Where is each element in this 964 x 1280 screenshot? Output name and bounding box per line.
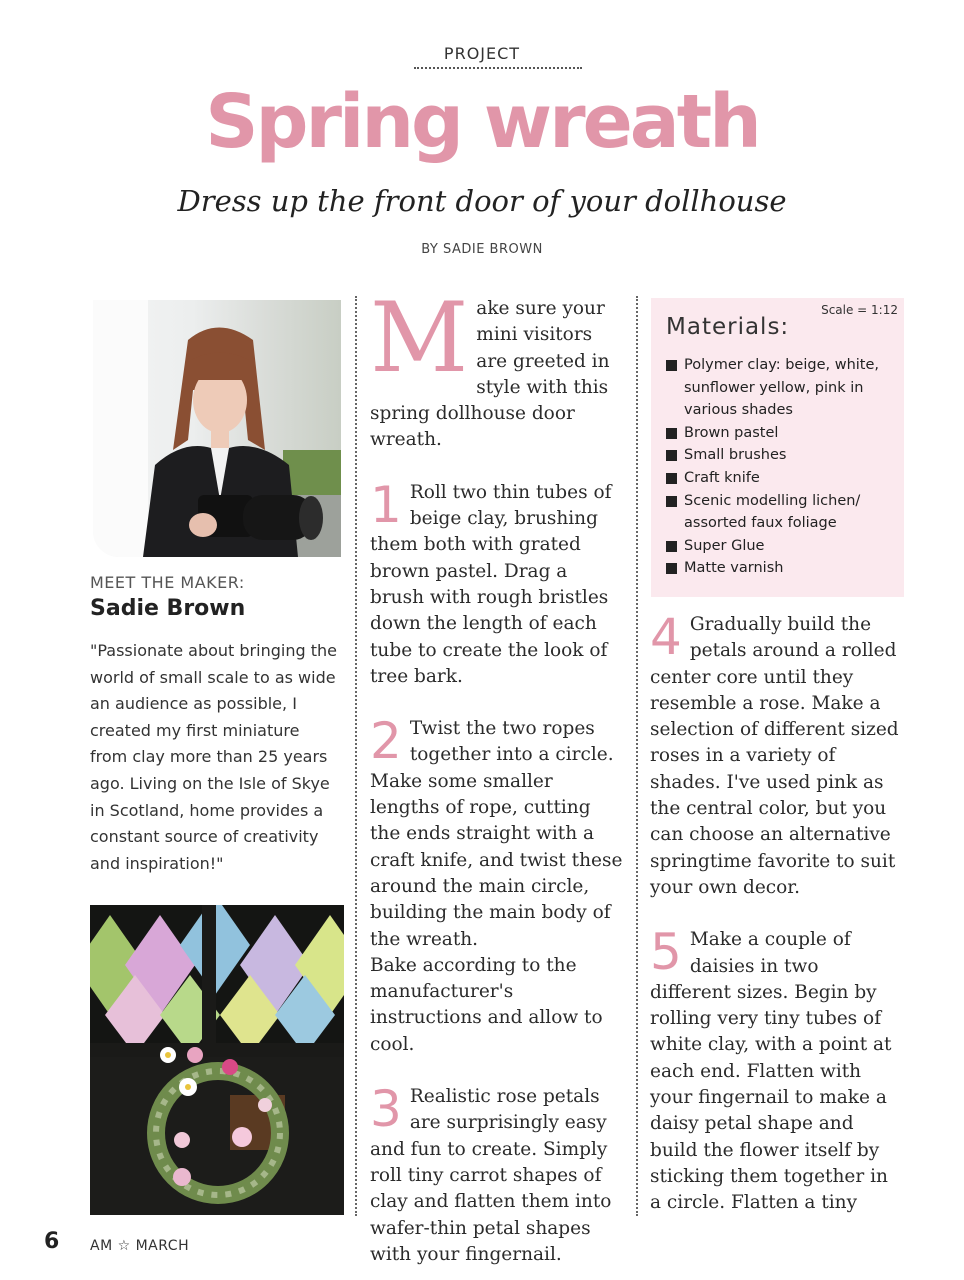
materials-box (651, 298, 904, 597)
column-divider (355, 296, 357, 1216)
wreath-photo (90, 905, 344, 1215)
maker-photo-illustration (93, 300, 341, 557)
step-text: Roll two thin tubes of beige clay, brushing them both with grated brown pastel. Drag a brush with rough bristles down the length of each tube to create the look of tree bark. (370, 481, 612, 687)
materials-item: Super Glue (666, 535, 898, 558)
step-text: Twist the two ropes together into a circle. Make some smaller lengths of rope, cutting the ends straight with a craft knife, and twist these around the main circle, building the main body of the wreath. (370, 718, 623, 950)
maker-photo (93, 300, 341, 557)
materials-item: Craft knife (666, 467, 898, 490)
materials-list (666, 354, 898, 580)
drop-cap: M (370, 282, 469, 394)
step-4 (650, 608, 904, 901)
step-number: 3 (370, 1080, 402, 1139)
materials-item: Polymer clay: beige, white, sunflower yellow, pink in various shades (666, 354, 898, 422)
intro-paragraph (370, 282, 626, 454)
page-number: 6 (44, 1229, 60, 1254)
step-number: 4 (650, 608, 682, 666)
materials-item: Matte varnish (666, 557, 898, 580)
step-5 (650, 923, 904, 1216)
step-number: 1 (370, 475, 402, 534)
section-label: PROJECT (443, 44, 521, 63)
article-title: Spring wreath (205, 79, 759, 165)
scale-label: Scale = 1:12 (821, 303, 898, 317)
wreath-photo-illustration (90, 905, 344, 1215)
instructions-column-right (650, 608, 904, 1217)
step-number: 5 (650, 923, 682, 982)
step-text: Make a couple of daisies in two different sizes. Begin by rolling very tiny tubes of white clay, with a point at each end. Flatten with your fingernail to make a daisy petal shape and build the flower itself by sticking them together in a circle. Flatten a tiny (650, 929, 892, 1214)
step-number: 2 (370, 712, 402, 771)
instructions-column-middle (370, 282, 626, 1268)
materials-title: Materials: (666, 314, 790, 340)
step-text: Realistic rose petals are surprisingly easy and fun to create. Simply roll tiny carrot shapes of clay and flatten them into wafer-thin petal shapes with your fingernail. (370, 1086, 612, 1265)
step-3 (370, 1080, 626, 1268)
publication-folio: AM ☆ MARCH (90, 1238, 190, 1254)
step-2 (370, 712, 626, 953)
article-subtitle: Dress up the front door of your dollhouse (177, 184, 787, 218)
section-rule (414, 67, 582, 69)
meet-maker-label: MEET THE MAKER: (90, 573, 245, 592)
step-2-extra: Bake according to the manufacturer's instructions and allow to cool. (370, 954, 603, 1055)
maker-name: Sadie Brown (90, 596, 246, 621)
materials-item: Brown pastel (666, 422, 898, 445)
intro-text: ake sure your mini visitors are greeted in style with this spring dollhouse door wreath. (370, 298, 610, 451)
byline: BY SADIE BROWN (421, 242, 543, 257)
step-1 (370, 475, 626, 690)
materials-item: Small brushes (666, 444, 898, 467)
materials-item: Scenic modelling lichen/ assorted faux foliage (666, 490, 898, 535)
maker-quote: "Passionate about bringing the world of small scale to as wide an audience as possible, I created my first miniature from clay more than 25 years ago. Living on the Isle of Skye in Scotland, home provides a constant source of creativity and inspiration!" (90, 641, 337, 873)
column-divider (636, 296, 638, 1216)
step-text: Gradually build the petals around a rolled center core until they resemble a rose. Make a selection of different sized roses in a variety of shades. I've used pink as the central color, but you can choose an alternative springtime favorite to suit your own decor. (650, 614, 899, 898)
